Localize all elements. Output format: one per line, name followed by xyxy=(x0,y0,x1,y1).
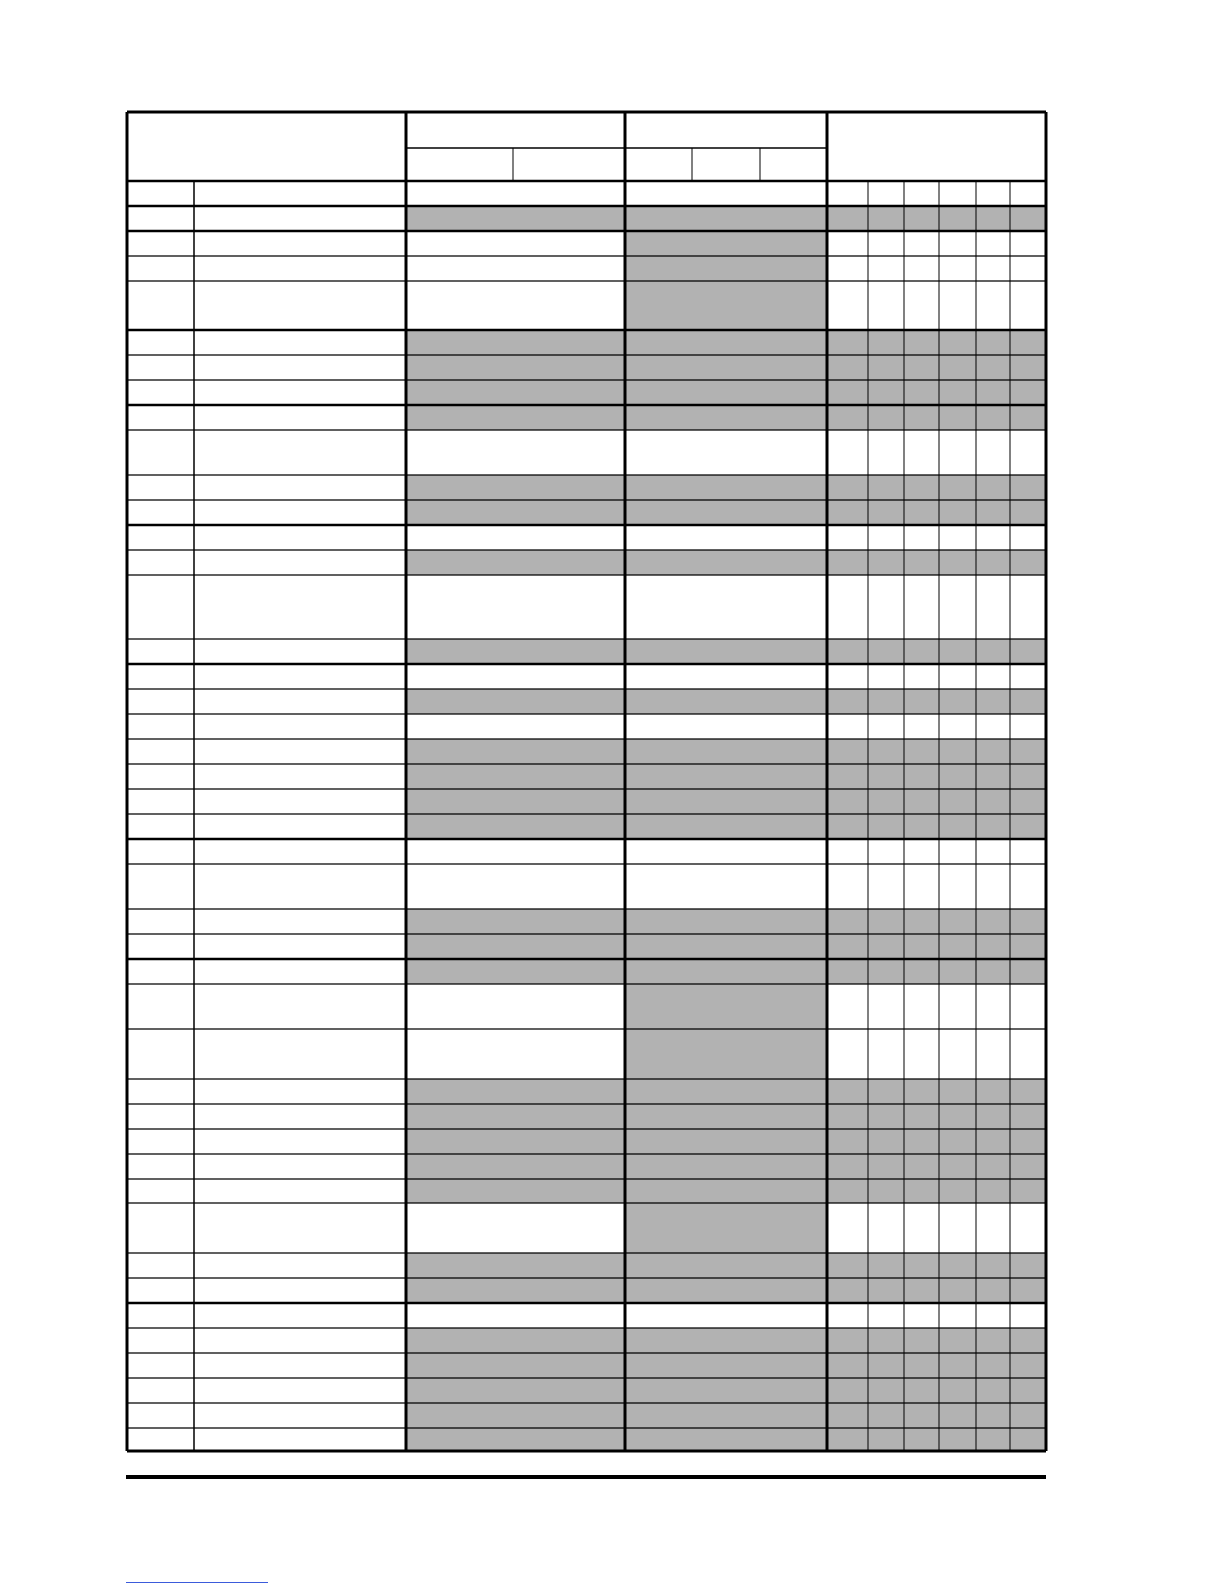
shaded-row-cells xyxy=(406,500,1046,525)
shaded-row-cells xyxy=(406,1253,1046,1278)
shaded-row-cells xyxy=(406,330,1046,355)
shaded-row-cells xyxy=(406,1079,1046,1104)
shaded-row-cells xyxy=(406,1179,1046,1203)
shaded-row-cells xyxy=(406,934,1046,959)
shaded-row-cells xyxy=(406,764,1046,789)
shaded-row-cells xyxy=(406,814,1046,839)
shaded-row-cells xyxy=(406,1154,1046,1179)
shaded-row-cells xyxy=(406,689,1046,714)
shaded-row-cells xyxy=(406,1428,1046,1451)
shaded-row-cells xyxy=(406,909,1046,934)
shaded-column-b-cell xyxy=(625,1029,827,1079)
shaded-row-cells xyxy=(406,380,1046,405)
shaded-row-cells xyxy=(406,1328,1046,1353)
shaded-row-cells xyxy=(406,739,1046,764)
shaded-row-cells xyxy=(406,959,1046,984)
shaded-row-cells xyxy=(406,550,1046,575)
shaded-row-cells xyxy=(406,1403,1046,1428)
shaded-row-cells xyxy=(406,405,1046,430)
shaded-row-cells xyxy=(406,206,1046,231)
shaded-row-cells xyxy=(406,1278,1046,1303)
shaded-row-cells xyxy=(406,789,1046,814)
shaded-column-b-cell xyxy=(625,281,827,330)
shaded-row-cells xyxy=(406,639,1046,664)
shaded-column-b-cell xyxy=(625,231,827,256)
footer-link-underline[interactable] xyxy=(126,1582,268,1583)
shaded-row-cells xyxy=(406,1378,1046,1403)
shaded-row-cells xyxy=(406,475,1046,500)
shaded-column-b-cell xyxy=(625,984,827,1029)
bottom-rule xyxy=(126,1475,1046,1479)
shaded-row-cells xyxy=(406,1129,1046,1154)
shaded-row-cells xyxy=(406,355,1046,380)
shaded-column-b-cell xyxy=(625,256,827,281)
shaded-row-cells xyxy=(406,1353,1046,1378)
table-cells xyxy=(406,206,1046,1451)
shaded-column-b-cell xyxy=(625,1203,827,1253)
shaded-row-cells xyxy=(406,1104,1046,1129)
